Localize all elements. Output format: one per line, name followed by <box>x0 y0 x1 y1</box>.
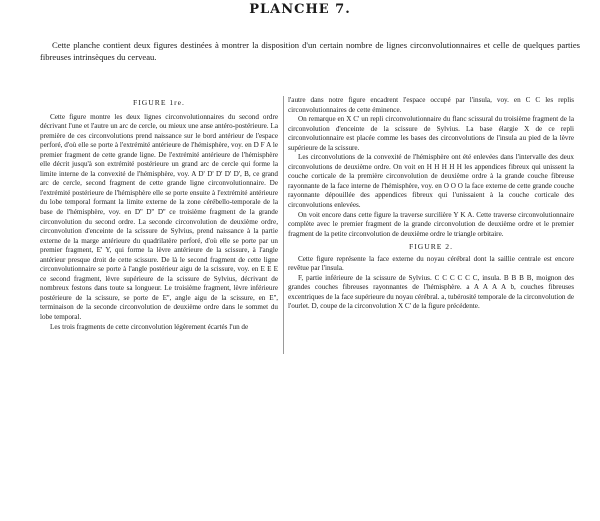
figure-2-heading: FIGURE 2. <box>408 242 454 252</box>
figure-1-heading: FIGURE 1re. <box>133 98 185 107</box>
page-title: PLANCHE 7. <box>249 2 351 17</box>
figure-1-paragraph: Cette figure montre les deux lignes circonvolutionnaires du second ordre décrivant l'une et l'autre un arc de cercle, ou mieux une anse antéro-postérieure. La première de ces circonvolutions prend naissance sur le bord antérieur de l'espace perforé, d'où elle se porte à l'extrémité antérieure de l'hémisphère, voy. en D F A le premier fragment de cette grande ligne. De l'extrémité antérieure de l'hémisphère elle décrit jusqu'à son extrémité postérieure un grand arc de cercle qui forme la limite interne de la convexité de l'hémisphère, voy. A D' D' D' D' D', B, ce grand arc de cercle, second fragment de cette grande ligne circonvolutionnaire. De l'extrémité postérieure de l'hémisphère elle se porte ensuite à l'extrémité antérieure du lobe temporal formant la limite externe de la zone cérébello-temporale de la base de l'hémisphère, voy. en D'' D'' D'' ce troisième fragment de la grande circonvolution du second ordre. La seconde circonvolution de deuxième ordre, circonvolution d'enceinte de la scissure de Sylvius, prend naissance à la partie externe de la marge antérieure du quadrilatère perforé, d'où elle se porte par un premier fragment, E' Y, qui forme la lèvre antérieure de la scissure, à l'angle antérieur presque droit de cette scissure. De là le second fragment de cette ligne circonvolutionnaire se porte à l'angle postérieur aigu de la scissure, voy. en E E E ce second fragment, lèvre supérieure de la scissure de Sylvius, décrivant de nombreux festons dans toute sa longueur. Le troisième fragment, lèvre inférieure postérieure de la scissure, se porte de E'', angle aigu de la scissure, en E'', terminaison de la seconde circonvolution de deuxième ordre dans le sommet du lobe temporal. <box>40 112 278 322</box>
figure-1-continued-paragraph: On remarque en X C' un repli circonvolutionnaire du flanc scissural du troisième fragment de la circonvolution d'enceinte de la scissure de Sylvius. La base élargie X de ce repli circonvolutionnaire est placée comme les bases des circonvolutions de l'insula au pied de la lèvre supérieure de la scissure. <box>288 115 574 152</box>
figure-1-continued-paragraph: Les circonvolutions de la convexité de l'hémisphère ont été enlevées dans l'intervalle des deux circonvolutions de deuxième ordre. On voit en H H H H H les appendices fibreux qui unissent la couche corticale de la première circonvolution de deuxième ordre à la grande couche fibreuse rayonnante de la face interne de l'hémisphère, voy. en O O O la face externe de cette grande couche rayonnante dépouillée des appendices fibreux qui l'unissaient à la couche corticale des circonvolutions enlevées. <box>288 153 574 210</box>
intro-paragraph: Cette planche contient deux figures destinées à montrer la disposition d'un certain nombre de lignes circonvolutionnaires et celle de quelques parties fibreuses intrinsèques du cerveau. <box>40 40 580 62</box>
figure-1-continued-paragraph: l'autre dans notre figure encadrent l'espace occupé par l'insula, voy. en C C les replis circonvolutionnaires de cette éminence. <box>288 96 574 114</box>
figure-1-continued-paragraph: On voit encore dans cette figure la traverse surcilière Y K A. Cette traverse circonvolutionnaire complète avec le premier fragment de la grande circonvolution de deuxième ordre et le premier fragment de la petite circonvolution de deuxième ordre le triangle orbitaire. <box>288 210 574 238</box>
figure-2-paragraph: F, partie inférieure de la scissure de Sylvius. C C C C C C, insula. B B B B, moignon des grandes couches fibreuses rayonnantes de l'hémisphère. a A A A A b, couches fibreuses excentriques de la face supérieure du noyau cérébral. a, tubérosité temporale de la circonvolution de l'ourlet. D, coupe de la circonvolution X C' de la figure précédente. <box>288 273 574 311</box>
left-column <box>40 96 278 332</box>
column-divider <box>283 96 284 354</box>
right-column <box>288 96 574 312</box>
figure-1-paragraph: Les trois fragments de cette circonvolution légèrement écartés l'un de <box>50 322 249 331</box>
figure-2-paragraph: Cette figure représente la face externe du noyau cérébral dont la saillie centrale est encore revêtue par l'insula. <box>288 254 574 273</box>
